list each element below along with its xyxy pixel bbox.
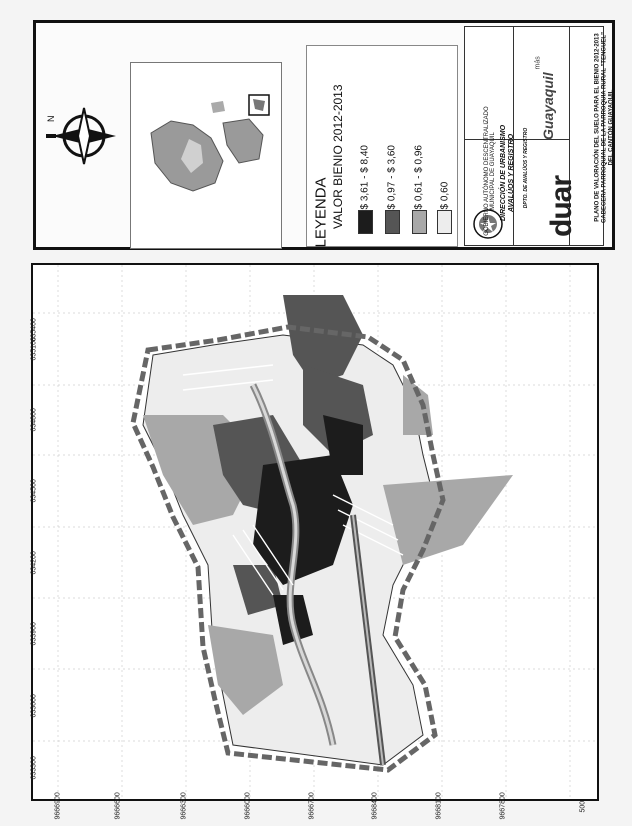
northing-tick: 9666000 [244, 792, 252, 820]
department-name: DIRECCIÓN DE URBANISMO AVALÚOS Y REGISTRO [500, 124, 515, 222]
svg-text:N: N [46, 115, 56, 122]
legend-swatch-2 [385, 210, 400, 234]
northing-tick: 9666700 [308, 792, 316, 820]
locator-map [130, 62, 282, 249]
easting-tick: 633900 [30, 622, 38, 646]
legend-label-1: $ 3,61 - $ 8,40 [359, 145, 371, 210]
northing-tick: 9667800 [499, 792, 507, 820]
valuation-map [30, 265, 597, 799]
legend-label-2: $ 0,97 - $ 3,60 [386, 145, 398, 210]
zone-light [383, 475, 513, 565]
northing-tick: 9668400 [371, 792, 379, 820]
easting-tick: 634500 [30, 479, 38, 503]
legend-label-4: $ 0,60 [439, 181, 451, 210]
easting-tick: 634800 [30, 408, 38, 432]
easting-tick: 634200 [30, 551, 38, 575]
northing-tick: 500 [579, 800, 587, 813]
northing-tick: 9666600 [114, 792, 122, 820]
legend-swatch-4 [437, 210, 452, 234]
easting-tick: 633300 [30, 756, 38, 780]
easting-tick: 635400 [30, 318, 38, 342]
guayaquil-logo-sub: más [534, 56, 542, 70]
legend-title: LEYENDA [312, 177, 330, 248]
duar-logo: duar [545, 175, 578, 237]
legend-swatch-3 [412, 210, 427, 234]
sub-department-name: DPTO. DE AVALÚOS Y REGISTRO [523, 127, 529, 209]
plan-title: PLANO DE VALORACIÓN DEL SUELO PARA EL BIENIO 2012-2013 CABECERA PARROQUIAL DE LA PARROQUIA RURAL "TENGUEL" DEL CANTÓN GUAYAQUIL [594, 32, 615, 223]
guayaquil-logo: Guayaquil [540, 72, 556, 140]
legend-subtitle: VALOR BIENIO 2012-2013 [331, 84, 345, 229]
easting-tick: 635100 [30, 337, 38, 361]
northing-tick: 9668100 [435, 792, 443, 820]
legend-label-3: $ 0,61 - $ 0,96 [413, 145, 425, 210]
title-block [464, 26, 615, 246]
legend-box [306, 45, 458, 247]
northing-tick: 9666900 [54, 792, 62, 820]
legend-swatch-1 [358, 210, 373, 234]
northing-tick: 9666300 [180, 792, 188, 820]
municipality-name: GOBIERNO AUTÓNOMO DESCENTRALIZADO MUNICIPAL DE GUAYAQUIL [484, 106, 496, 236]
zone-light [403, 375, 433, 435]
north-arrow-icon [44, 100, 124, 172]
easting-tick: 633600 [30, 694, 38, 718]
